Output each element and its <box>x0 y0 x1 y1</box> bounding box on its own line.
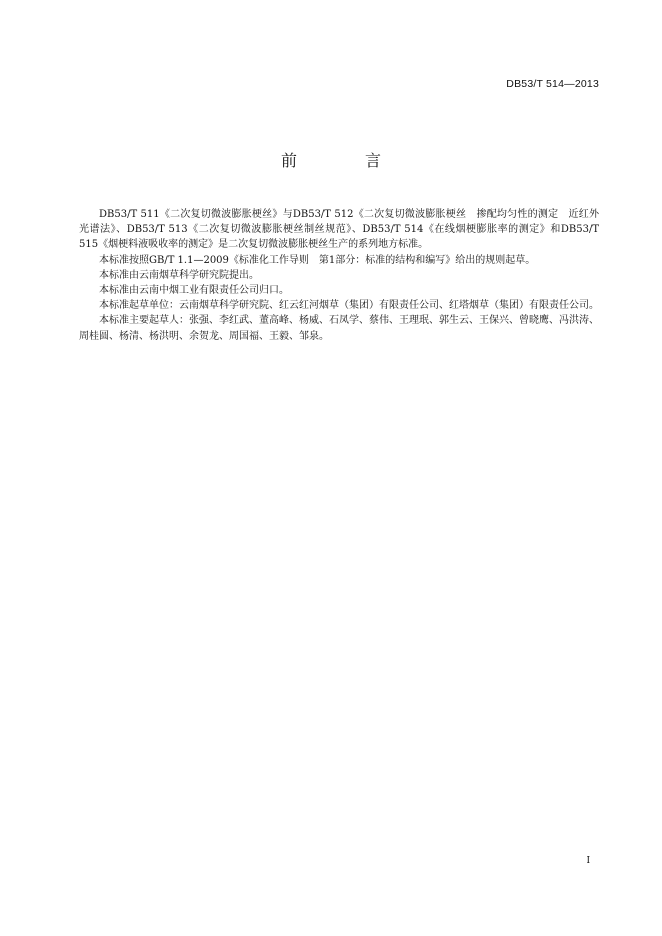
paragraph-proposer: 本标准由云南烟草科学研究院提出。 <box>99 269 259 281</box>
paragraph-drafting-units: 本标准起草单位：云南烟草科学研究院、红云红河烟草（集团）有限责任公司、红塔烟草（集团）有限责任公司。 <box>99 300 599 312</box>
paragraph-series-standards: DB53/T 511《二次复切微波膨胀梗丝》与DB53/T 512《二次复切微波膨胀梗丝 掺配均匀性的测定 近红外光谱法》、DB53/T 513《二次复切微波膨胀梗丝制丝规范》、DB53/T 514《在线烟梗膨胀率的测定》和DB53/T 515《烟梗料液吸收率的测定》是二次复切微波膨胀梗丝生产的系列地方标准。 <box>79 209 599 251</box>
paragraph-main-drafters: 本标准主要起草人：张强、李红武、董高峰、杨威、石凤学、蔡伟、王理珉、郭生云、王保兴、曾晓鹰、冯洪涛、周桂圆、杨清、杨洪明、余贺龙、周国福、王毅、邹泉。 <box>79 315 599 342</box>
paragraph-drafting-rules: 本标准按照GB/T 1.1—2009《标准化工作导则 第1部分：标准的结构和编写》给出的规则起草。 <box>99 254 536 266</box>
paragraph-centralized-unit: 本标准由云南中烟工业有限责任公司归口。 <box>99 285 289 297</box>
foreword-body <box>79 207 599 344</box>
page-number: I <box>586 856 590 866</box>
page-title: 前 言 <box>280 151 407 170</box>
standard-code: DB53/T 514—2013 <box>506 78 599 90</box>
